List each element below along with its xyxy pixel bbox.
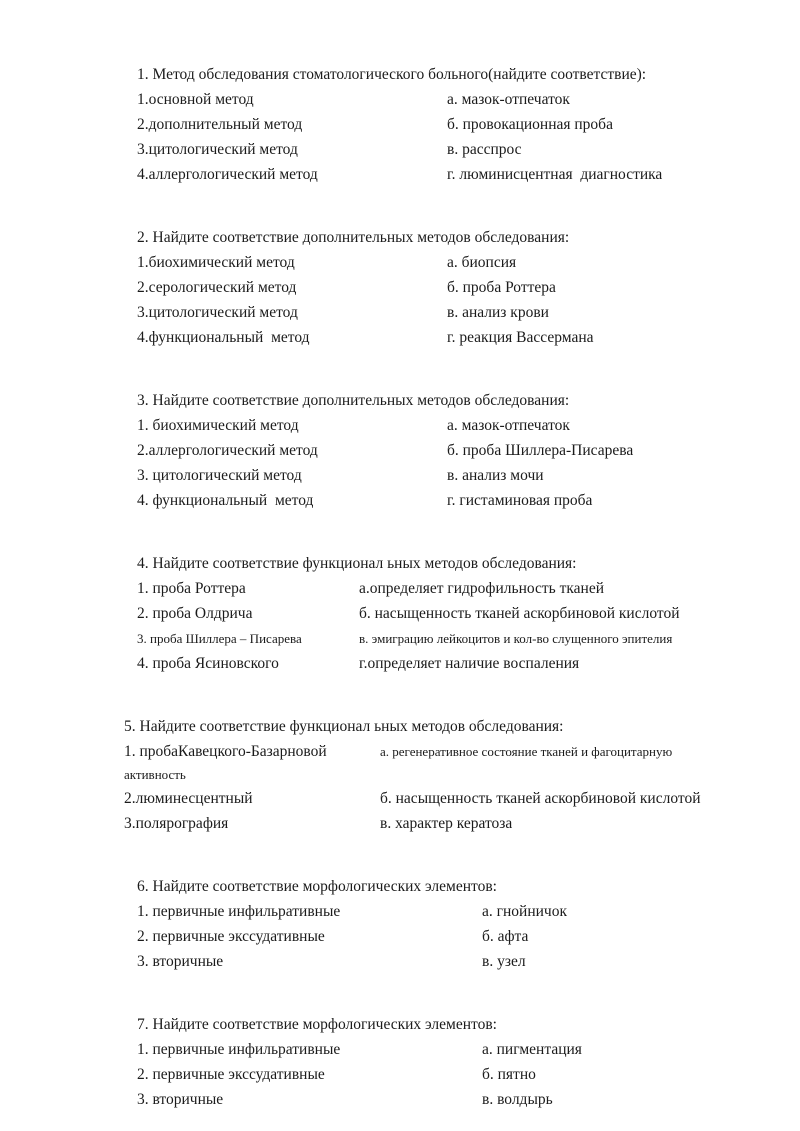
row-left-item: 2. первичные экссудативные (137, 928, 325, 945)
row-right-item: б. проба Роттера (447, 279, 556, 296)
row-right-item: в. расспрос (447, 141, 522, 158)
question-title: 2. Найдите соответствие дополнительных методов обследования: (137, 229, 570, 246)
question-row (137, 924, 800, 949)
question-rows (137, 899, 800, 974)
question-row (137, 275, 800, 300)
row-right-item: в. характер кератоза (380, 815, 513, 832)
row-left-item: 3. цитологический метод (137, 467, 302, 484)
row-right-item: г. реакция Вассермана (447, 329, 594, 346)
question-row (124, 786, 800, 811)
row-left-item: 1. биохимический метод (137, 417, 299, 434)
row-left-item: 3. вторичные (137, 1091, 224, 1108)
row-right-item: а. мазок-отпечаток (447, 91, 570, 108)
question-row (124, 811, 800, 836)
question-block-5 (0, 714, 800, 836)
row-right-item: в. анализ мочи (447, 467, 544, 484)
question-row (137, 162, 800, 187)
question-rows (137, 87, 800, 187)
row-left-item: 1.биохимический метод (137, 254, 295, 271)
row-right-item: а. гнойничок (482, 903, 567, 920)
row-right-item: в. узел (482, 953, 526, 970)
row-left-item: 4. проба Ясиновского (137, 655, 279, 672)
question-row (137, 413, 800, 438)
question-block-2 (0, 225, 800, 350)
question-row (137, 488, 800, 513)
row-right-item: в. эмиграцию лейкоцитов и кол-во слущенного эпителия (359, 631, 673, 646)
question-row (137, 112, 800, 137)
question-block-4 (0, 551, 800, 676)
question-row (137, 87, 800, 112)
question-title: 6. Найдите соответствие морфологических элементов: (137, 878, 497, 895)
question-title: 3. Найдите соответствие дополнительных методов обследования: (137, 392, 570, 409)
row-left-item: 2. первичные экссудативные (137, 1066, 325, 1083)
row-left-item: 2. проба Олдрича (137, 605, 253, 622)
question-row (137, 438, 800, 463)
row-right-item: а. мазок-отпечаток (447, 417, 570, 434)
row-left-item: 2.серологический метод (137, 279, 297, 296)
question-rows (137, 1037, 800, 1112)
row-left-item: 3. проба Шиллера – Писарева (137, 631, 302, 646)
question-title: 1. Метод обследования стоматологического больного(найдите соответствие): (137, 66, 647, 83)
question-row (137, 463, 800, 488)
row-left-item: 3.цитологический метод (137, 141, 298, 158)
row-left-item: 2.люминесцентный (124, 790, 253, 807)
row-right-wrap: активность (124, 767, 186, 782)
row-right-item: б. насыщенность тканей аскорбиновой кислотой (380, 790, 701, 807)
row-right-item: б. насыщенность тканей аскорбиновой кислотой (359, 605, 680, 622)
row-right-item: в. волдырь (482, 1091, 553, 1108)
row-left-item: 3.полярография (124, 815, 229, 832)
row-left-item: 1.основной метод (137, 91, 254, 108)
question-row (137, 300, 800, 325)
question-row (137, 137, 800, 162)
question-rows (137, 576, 800, 676)
row-right-item: г. люминисцентная диагностика (447, 166, 663, 183)
row-right-item: в. анализ крови (447, 304, 549, 321)
row-right-item: а. регенеративное состояние тканей и фагоцитарную (380, 744, 673, 759)
question-row (137, 651, 800, 676)
row-right-item: б. афта (482, 928, 529, 945)
question-row (137, 325, 800, 350)
question-rows (137, 413, 800, 513)
row-right-item: б. провокационная проба (447, 116, 613, 133)
question-title: 5. Найдите соответствие функционал ьных методов обследования: (124, 718, 564, 735)
row-left-item: 3. вторичные (137, 953, 224, 970)
question-title: 4. Найдите соответствие функционал ьных методов обследования: (137, 555, 577, 572)
question-row (137, 1062, 800, 1087)
row-right-item: а.определяет гидрофильность тканей (359, 580, 605, 597)
question-rows (124, 739, 800, 836)
row-left-item: 4. функциональный метод (137, 492, 314, 509)
row-left-item: 4.функциональный метод (137, 329, 310, 346)
question-row (137, 601, 800, 626)
row-right-item: а. пигментация (482, 1041, 582, 1058)
row-right-item: а. биопсия (447, 254, 517, 271)
question-row (137, 250, 800, 275)
document-body (0, 62, 800, 1112)
question-row (137, 626, 800, 651)
row-left-item: 1. пробаКавецкого-Базарновой (124, 743, 327, 760)
row-right-item: б. пятно (482, 1066, 536, 1083)
question-row (137, 576, 800, 601)
row-left-item: 1. первичные инфильративные (137, 1041, 341, 1058)
question-block-3 (0, 388, 800, 513)
question-rows (137, 250, 800, 350)
question-row (137, 1037, 800, 1062)
row-right-item: г. гистаминовая проба (447, 492, 593, 509)
row-right-item: б. проба Шиллера-Писарева (447, 442, 634, 459)
question-title: 7. Найдите соответствие морфологических элементов: (137, 1016, 497, 1033)
question-row (137, 1087, 800, 1112)
question-row (137, 949, 800, 974)
row-right-item: г.определяет наличие воспаления (359, 655, 580, 672)
question-block-6 (0, 874, 800, 974)
question-block-1 (0, 62, 800, 187)
row-left-item: 2.дополнительный метод (137, 116, 303, 133)
row-left-item: 2.аллергологический метод (137, 442, 318, 459)
question-row (124, 739, 800, 764)
row-left-item: 4.аллергологический метод (137, 166, 318, 183)
question-block-7 (0, 1012, 800, 1112)
row-left-item: 1. проба Роттера (137, 580, 246, 597)
row-left-item: 3.цитологический метод (137, 304, 298, 321)
question-row (137, 899, 800, 924)
row-left-item: 1. первичные инфильративные (137, 903, 341, 920)
